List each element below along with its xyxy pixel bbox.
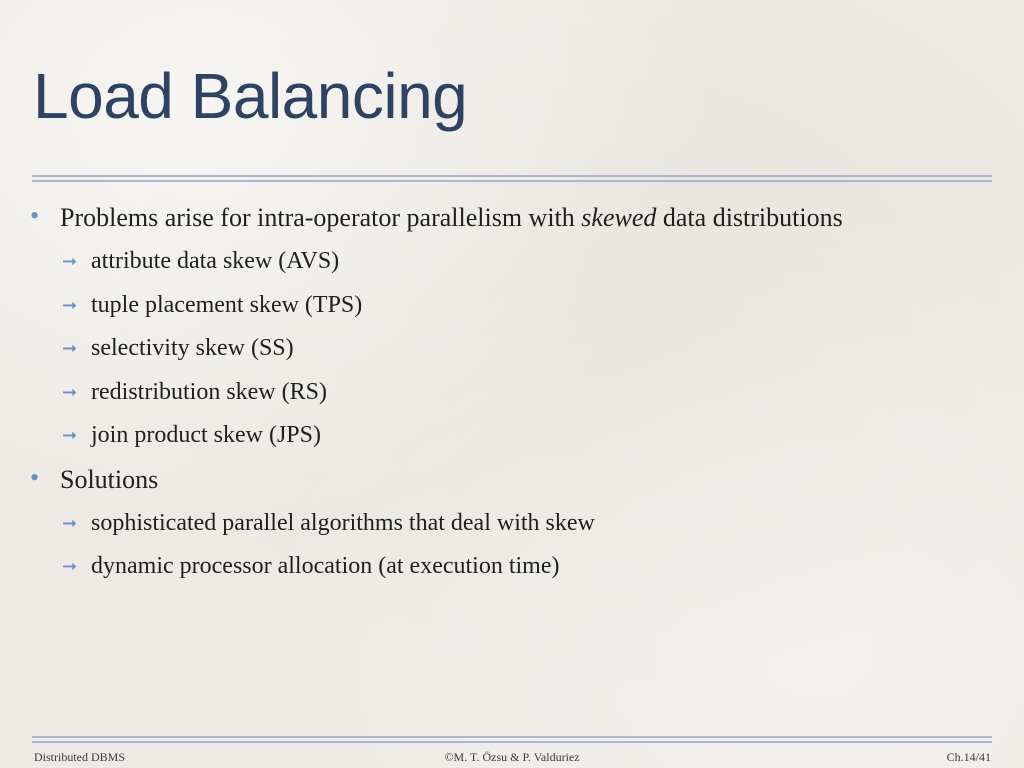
subitem-text: redistribution skew (RS) <box>91 378 327 405</box>
bullet-solutions <box>0 458 1024 502</box>
subitem-text: dynamic processor allocation (at execution time) <box>91 553 560 579</box>
arrow-icon: ➞ <box>62 338 78 359</box>
subitem-text: selectivity skew (SS) <box>91 335 294 361</box>
slide-body <box>0 196 1024 589</box>
bullet-text: Problems arise for intra-operator parallelism with <box>60 203 582 232</box>
title-divider-top <box>32 175 992 177</box>
bullet-dot-icon: • <box>30 201 40 230</box>
subitem-text: join product skew (JPS) <box>91 422 321 448</box>
slide-title: Load Balancing <box>33 60 468 132</box>
subitem-parallel-algorithms <box>0 502 1024 546</box>
subitem-dynamic-allocation <box>0 545 1024 589</box>
bullet-text: Solutions <box>60 464 159 494</box>
subitem-rs <box>0 371 1024 415</box>
bullet-dot-icon: • <box>30 462 40 492</box>
subitem-text: sophisticated parallel algorithms that deal with skew <box>91 509 595 536</box>
subitem-text: attribute data skew (AVS) <box>91 248 340 274</box>
footer-divider-top <box>32 736 992 738</box>
subitem-avs <box>0 240 1024 284</box>
arrow-icon: ➞ <box>62 381 78 403</box>
bullet-problems <box>0 196 1024 240</box>
arrow-icon: ➞ <box>62 512 78 534</box>
emphasis-text: skewed <box>581 203 657 232</box>
footer-course: Distributed DBMS <box>34 750 126 764</box>
subitem-text: tuple placement skew (TPS) <box>91 291 363 318</box>
footer-copyright: ©M. T. Özsu & P. Valduriez <box>444 750 580 764</box>
subitem-tps <box>0 284 1024 328</box>
footer-divider-bottom <box>32 741 992 743</box>
arrow-icon: ➞ <box>62 251 78 272</box>
arrow-icon: ➞ <box>62 556 78 577</box>
title-divider-bottom <box>32 180 992 182</box>
arrow-icon: ➞ <box>62 425 78 446</box>
bullet-text-end: data distributions <box>656 203 843 232</box>
arrow-icon: ➞ <box>62 294 78 316</box>
footer-page-number: Ch.14/41 <box>946 750 991 764</box>
subitem-jps <box>0 414 1024 458</box>
subitem-ss <box>0 327 1024 371</box>
